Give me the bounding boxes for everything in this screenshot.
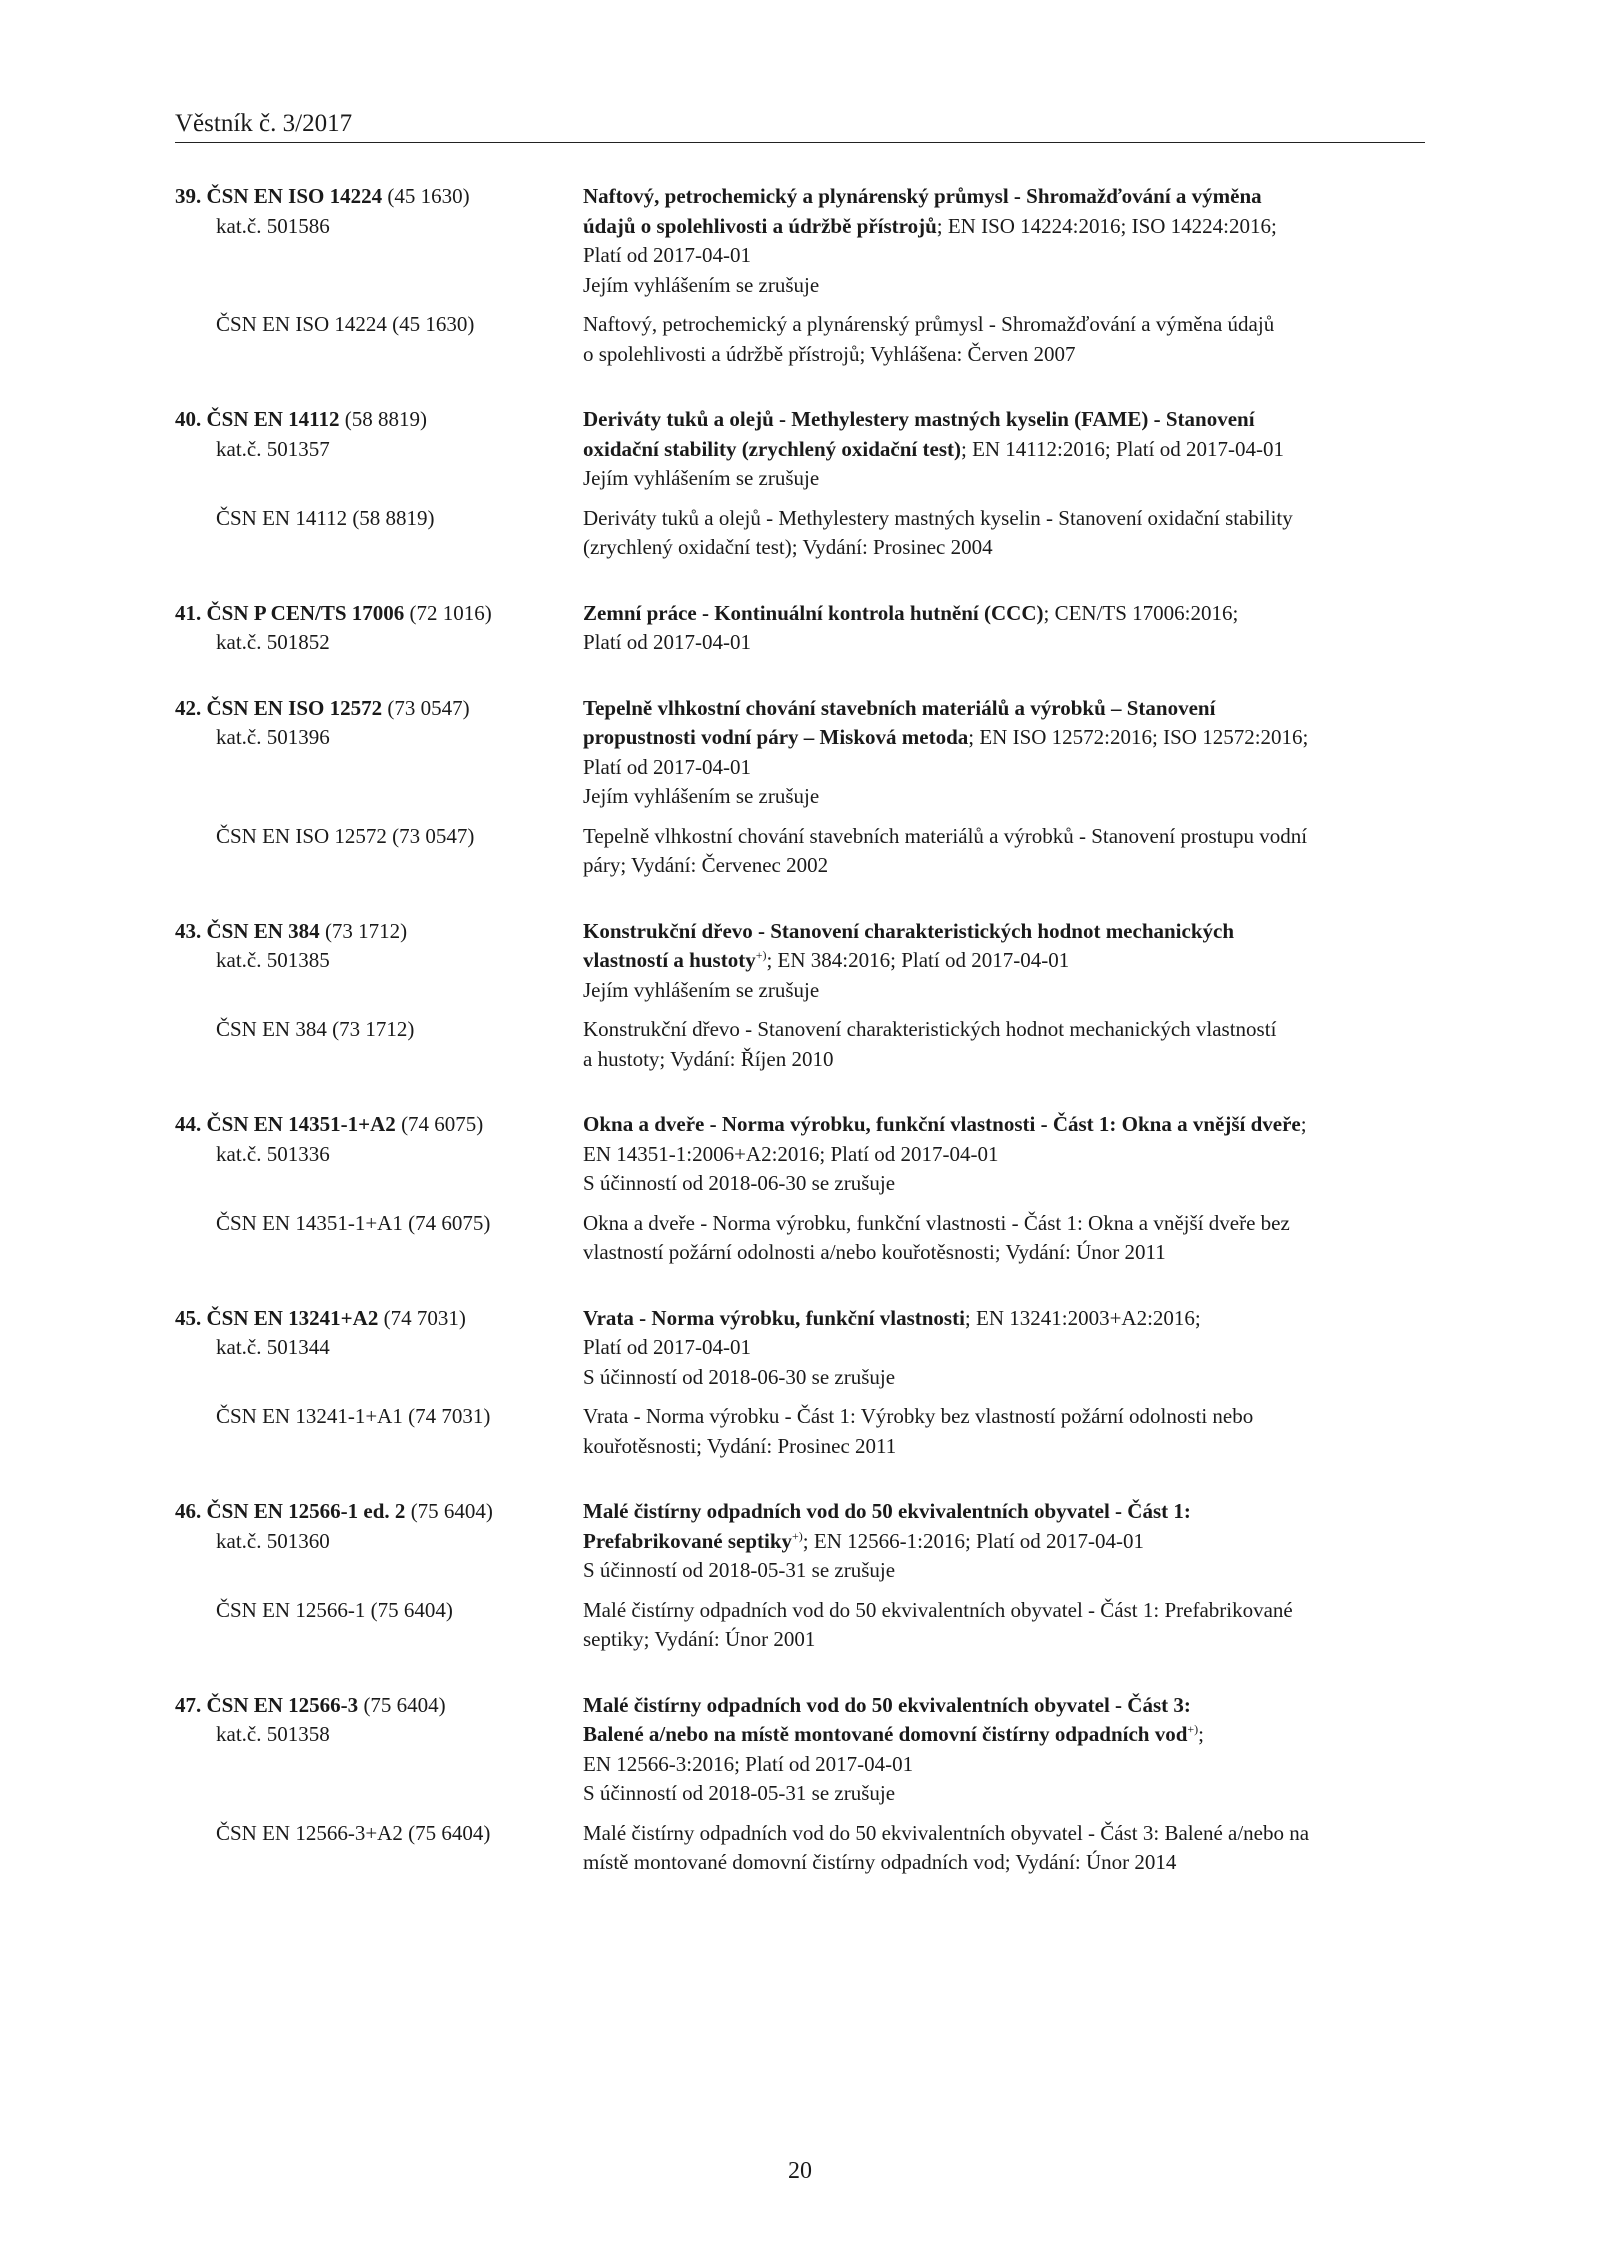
replaced-standard-code: ČSN EN 14351-1+A1 (74 6075) — [216, 1210, 491, 1235]
list-item — [175, 1691, 1425, 1878]
catalog-number: kat.č. 501358 — [216, 1722, 330, 1746]
standard-title: Okna a dveře - Norma výrobku, funkční vlastnosti - Část 1: Okna a vnější dveře — [583, 1112, 1301, 1136]
entry-number: 39. — [175, 184, 202, 208]
standard-code: ČSN EN 14112 — [206, 407, 340, 431]
footnote-marker: +) — [792, 1528, 803, 1543]
replaced-standard-title: Tepelně vlhkostní chování stavebních materiálů a výrobků - Stanovení prostupu vodní — [583, 823, 1308, 848]
catalog-number: kat.č. 501396 — [216, 725, 330, 749]
standard-ref: ; EN ISO 14224:2016; ISO 14224:2016; — [936, 213, 1277, 238]
replaced-standard-title-cont: vlastností požární odolnosti a/nebo kouřotěsnosti; Vydání: Únor 2011 — [583, 1240, 1166, 1264]
replaced-standard-title-cont: kouřotěsnosti; Vydání: Prosinec 2011 — [583, 1433, 897, 1458]
withdrawal-note: S účinností od 2018-05-31 se zrušuje — [583, 1781, 896, 1805]
classification: (58 8819) — [344, 407, 428, 431]
valid-from: Platí od 2017-04-01 — [583, 630, 751, 654]
entry-number: 41. — [175, 600, 202, 625]
valid-from: Platí od 2017-04-01 — [583, 1335, 751, 1359]
replaced-standard-title: Naftový, petrochemický a plynárenský průmysl - Shromažďování a výměna údajů — [583, 312, 1275, 336]
classification: (75 6404) — [363, 1692, 446, 1717]
standard-title: Malé čistírny odpadních vod do 50 ekvivalentních obyvatel - Část 3: — [583, 1692, 1191, 1717]
standard-code: ČSN EN ISO 12572 — [206, 695, 383, 720]
replaced-standard-title-cont: (zrychlený oxidační test); Vydání: Prosinec 2004 — [583, 535, 993, 559]
classification: (45 1630) — [387, 184, 470, 208]
replaced-standard-title: Konstrukční dřevo - Stanovení charakteristických hodnot mechanických vlastností — [583, 1017, 1277, 1041]
entry-number: 47. — [175, 1692, 202, 1717]
standard-ref: ; — [1300, 1112, 1307, 1136]
classification: (75 6404) — [410, 1499, 493, 1523]
footnote-marker: +) — [755, 948, 767, 962]
standard-title: Naftový, petrochemický a plynárenský průmysl - Shromažďování a výměna — [583, 184, 1262, 208]
footnote-marker: +) — [1187, 1722, 1199, 1736]
standard-ref-line: EN 12566-3:2016; Platí od 2017-04-01 — [583, 1751, 914, 1776]
standards-list — [175, 182, 1425, 1914]
replaced-standard-title-cont: o spolehlivosti a údržbě přístrojů; Vyhlášena: Červen 2007 — [583, 341, 1076, 366]
valid-from: Platí od 2017-04-01 — [583, 754, 751, 779]
withdrawal-note: S účinností od 2018-06-30 se zrušuje — [583, 1364, 896, 1389]
withdrawal-note: Jejím vyhlášením se zrušuje — [583, 977, 820, 1002]
standard-code: ČSN EN 14351-1+A2 — [206, 1112, 396, 1136]
standard-title-cont: údajů o spolehlivosti a údržbě přístrojů — [583, 213, 937, 238]
list-item — [175, 1110, 1425, 1268]
replaced-standard-code: ČSN EN ISO 12572 (73 0547) — [216, 823, 475, 848]
standard-title-cont: Prefabrikované septiky — [583, 1528, 793, 1553]
standard-code: ČSN P CEN/TS 17006 — [206, 600, 405, 625]
standard-ref: ; — [1198, 1722, 1205, 1746]
classification: (73 1712) — [324, 918, 408, 943]
standard-ref: ; EN 384:2016; Platí od 2017-04-01 — [766, 948, 1070, 972]
replaced-standard-title-cont: místě montované domovní čistírny odpadních vod; Vydání: Únor 2014 — [583, 1850, 1177, 1874]
standard-code: ČSN EN 12566-1 ed. 2 — [206, 1499, 406, 1523]
list-item — [175, 1497, 1425, 1655]
withdrawal-note: Jejím vyhlášením se zrušuje — [583, 466, 820, 490]
list-item — [175, 182, 1425, 369]
classification: (73 0547) — [387, 695, 470, 720]
replaced-standard-code: ČSN EN ISO 14224 (45 1630) — [216, 312, 475, 336]
valid-from: Platí od 2017-04-01 — [583, 243, 751, 267]
replaced-standard-title-cont: a hustoty; Vydání: Říjen 2010 — [583, 1046, 834, 1071]
standard-code: ČSN EN 12566-3 — [206, 1692, 359, 1717]
standard-code: ČSN EN ISO 14224 — [206, 184, 383, 208]
replaced-standard-title: Malé čistírny odpadních vod do 50 ekvivalentních obyvatel - Část 3: Balené a/nebo na — [583, 1820, 1310, 1845]
standard-title: Deriváty tuků a olejů - Methylestery mastných kyselin (FAME) - Stanovení — [583, 407, 1255, 431]
list-item — [175, 694, 1425, 881]
replaced-standard-title: Malé čistírny odpadních vod do 50 ekvivalentních obyvatel - Část 1: Prefabrikované — [583, 1597, 1293, 1622]
page-header — [175, 110, 1425, 143]
standard-title: Zemní práce - Kontinuální kontrola hutnění (CCC) — [583, 600, 1044, 625]
replaced-standard-title-cont: septiky; Vydání: Únor 2001 — [583, 1627, 816, 1651]
standard-title: Konstrukční dřevo - Stanovení charakteristických hodnot mechanických — [583, 918, 1235, 943]
catalog-number: kat.č. 501385 — [216, 948, 330, 972]
entry-number: 43. — [175, 918, 202, 943]
standard-title-cont: vlastností a hustoty — [583, 948, 756, 972]
withdrawal-note: S účinností od 2018-06-30 se zrušuje — [583, 1171, 896, 1195]
catalog-number: kat.č. 501336 — [216, 1141, 330, 1166]
replaced-standard-code: ČSN EN 12566-3+A2 (75 6404) — [216, 1820, 491, 1845]
replaced-standard-code: ČSN EN 13241-1+A1 (74 7031) — [216, 1404, 491, 1428]
list-item — [175, 1304, 1425, 1462]
standard-title: Vrata - Norma výrobku, funkční vlastnosti — [583, 1305, 965, 1330]
standard-ref-line: EN 14351-1:2006+A2:2016; Platí od 2017-04-01 — [583, 1141, 999, 1166]
journal-title: Věstník č. 3/2017 — [175, 110, 353, 137]
classification: (74 7031) — [383, 1305, 466, 1330]
replaced-standard-code: ČSN EN 14112 (58 8819) — [216, 505, 435, 530]
replaced-standard-title: Deriváty tuků a olejů - Methylestery mastných kyselin - Stanovení oxidační stability — [583, 505, 1293, 530]
withdrawal-note: S účinností od 2018-05-31 se zrušuje — [583, 1558, 896, 1582]
standard-ref: ; EN ISO 12572:2016; ISO 12572:2016; — [968, 725, 1309, 749]
catalog-number: kat.č. 501344 — [216, 1335, 330, 1359]
classification: (72 1016) — [409, 600, 492, 625]
standard-title: Malé čistírny odpadních vod do 50 ekvivalentních obyvatel - Část 1: — [583, 1499, 1191, 1523]
replaced-standard-code: ČSN EN 12566-1 (75 6404) — [216, 1597, 453, 1622]
standard-title-cont: oxidační stability (zrychlený oxidační test) — [583, 436, 961, 461]
catalog-number: kat.č. 501357 — [216, 436, 330, 461]
replaced-standard-code: ČSN EN 384 (73 1712) — [216, 1017, 415, 1041]
entry-number: 46. — [175, 1499, 202, 1523]
catalog-number: kat.č. 501586 — [216, 213, 330, 238]
entry-number: 42. — [175, 695, 202, 720]
standard-title-cont: propustnosti vodní páry – Misková metoda — [583, 725, 969, 749]
standard-code: ČSN EN 13241+A2 — [206, 1305, 379, 1330]
standard-ref: ; EN 12566-1:2016; Platí od 2017-04-01 — [802, 1528, 1145, 1553]
withdrawal-note: Jejím vyhlášením se zrušuje — [583, 272, 820, 297]
list-item — [175, 917, 1425, 1075]
catalog-number: kat.č. 501360 — [216, 1528, 330, 1553]
standard-title-cont: Balené a/nebo na místě montované domovní čistírny odpadních vod — [583, 1722, 1188, 1746]
entry-number: 44. — [175, 1112, 202, 1136]
catalog-number: kat.č. 501852 — [216, 630, 330, 654]
standard-ref: ; EN 14112:2016; Platí od 2017-04-01 — [960, 436, 1284, 461]
replaced-standard-title-cont: páry; Vydání: Červenec 2002 — [583, 853, 829, 877]
list-item — [175, 599, 1425, 658]
replaced-standard-title: Okna a dveře - Norma výrobku, funkční vlastnosti - Část 1: Okna a vnější dveře bez — [583, 1210, 1290, 1235]
standard-ref: ; EN 13241:2003+A2:2016; — [964, 1305, 1201, 1330]
standard-code: ČSN EN 384 — [206, 918, 320, 943]
withdrawal-note: Jejím vyhlášením se zrušuje — [583, 784, 820, 808]
list-item — [175, 405, 1425, 563]
page-number: 20 — [788, 2158, 812, 2184]
replaced-standard-title: Vrata - Norma výrobku - Část 1: Výrobky bez vlastností požární odolnosti nebo — [583, 1404, 1254, 1428]
entry-number: 45. — [175, 1305, 202, 1330]
standard-title: Tepelně vlhkostní chování stavebních materiálů a výrobků – Stanovení — [583, 695, 1216, 720]
classification: (74 6075) — [401, 1112, 484, 1136]
standard-ref: ; CEN/TS 17006:2016; — [1043, 600, 1239, 625]
entry-number: 40. — [175, 407, 202, 431]
